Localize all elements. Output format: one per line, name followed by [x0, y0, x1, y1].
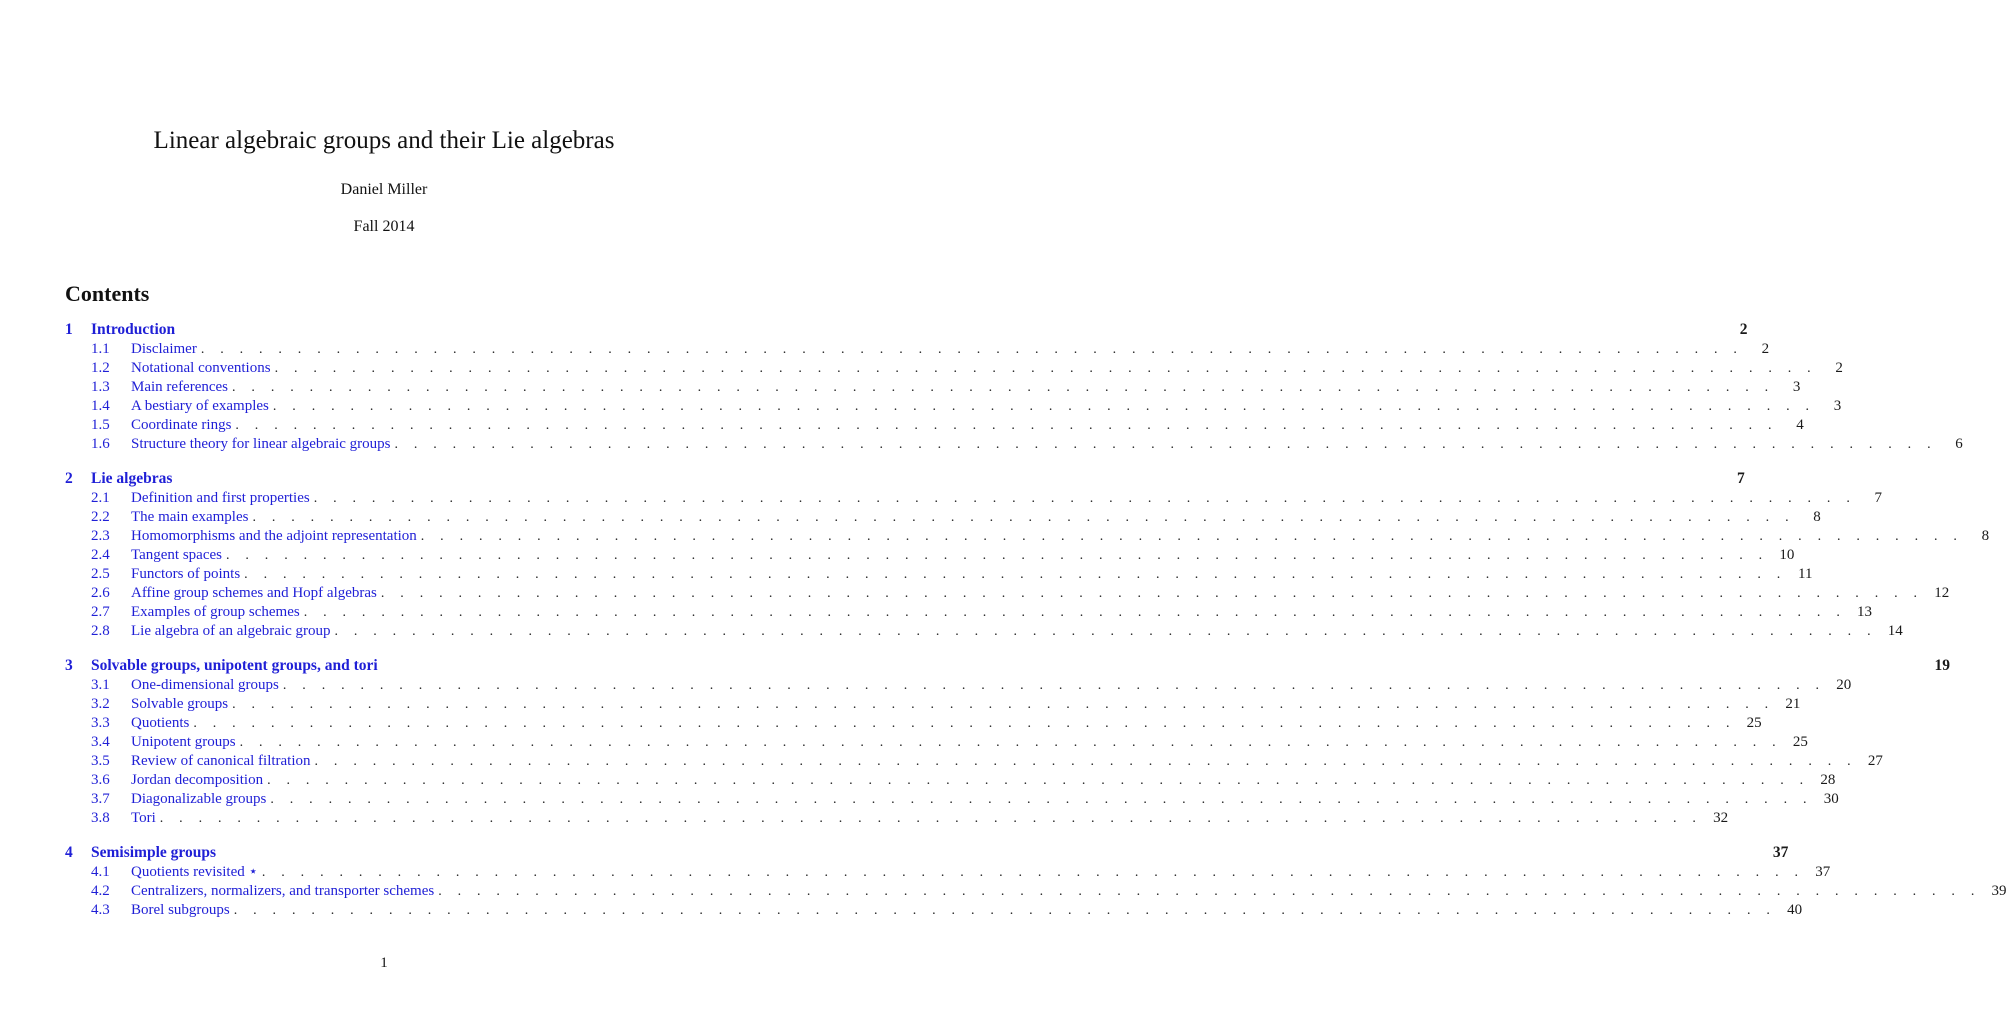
dot-leader: . . . . . . . . . . . . . . . . . . . . . . . . . . . . . . . . . . . . . . . . . . . . . . . . . . . . . . . . . . . . . . . . . . . . . . . . . . . . . . . . — [282, 678, 1826, 693]
dot-leader: . . . . . . . . . . . . . . . . . . . . . . . . . . . . . . . . . . . . . . . . . . . . . . . . . . . . . . . . . . . . . . . . . . . . . . . . . . . . . . . . — [200, 342, 1744, 357]
toc-section-link[interactable] — [65, 469, 1745, 489]
toc-number: 2.5 — [91, 566, 110, 582]
dot-leader: . . . . . . . . . . . . . . . . . . . . . . . . . . . . . . . . . . . . . . . . . . . . . . . . . . . . . . . . . . . . . . . . . . . . . . . . . . . . . . . . — [235, 418, 1778, 433]
toc-subsection-link[interactable] — [65, 622, 1903, 641]
toc-number: 4.3 — [91, 902, 110, 918]
toc-subsection-link[interactable] — [65, 752, 1883, 771]
toc-subsection-link[interactable] — [65, 584, 1950, 603]
toc-section — [65, 320, 1963, 454]
toc-title: Tori — [131, 810, 156, 826]
toc-page-number: 8 — [1813, 509, 1821, 525]
toc-subsection-link[interactable] — [65, 435, 1963, 454]
dot-leader: . . . . . . . . . . . . . . . . . . . . . . . . . . . . . . . . . . . . . . . . . . . . . . . . . . . . . . . . . . . . . . . . . . . . . . . . . . . . . . . . — [193, 716, 1736, 731]
dot-leader: . . . . . . . . . . . . . . . . . . . . . . . . . . . . . . . . . . . . . . . . . . . . . . . . . . . . . . . . . . . . . . . . . . . . . . . . . . . . . . . . — [239, 735, 1782, 750]
toc-subsection-link[interactable] — [65, 714, 1762, 733]
toc-page-number: 40 — [1787, 902, 1803, 918]
toc-number: 1.6 — [91, 436, 110, 452]
toc-subsection-link[interactable] — [65, 546, 1795, 565]
toc-page-number: 2 — [1761, 341, 1770, 357]
toc-subsection-link[interactable] — [65, 771, 1836, 790]
toc-page-number: 30 — [1823, 791, 1839, 807]
toc-title: Notational conventions — [131, 360, 271, 376]
toc-page-number: 19 — [1934, 657, 1950, 674]
toc-number: 2.3 — [91, 528, 110, 544]
toc-page-number: 21 — [1785, 696, 1801, 712]
toc-page-number: 3 — [1833, 398, 1842, 414]
document-date: Fall 2014 — [353, 218, 415, 235]
toc-title: Lie algebra of an algebraic group — [131, 623, 331, 639]
toc-page-number: 11 — [1798, 566, 1813, 582]
toc-subsection-link[interactable] — [65, 695, 1801, 714]
toc-title: Unipotent groups — [131, 734, 236, 750]
toc-subsection-link[interactable] — [65, 489, 1883, 508]
dot-leader: . . . . . . . . . . . . . . . . . . . . . . . . . . . . . . . . . . . . . . . . . . . . . . . . . . . . . . . . . . . . . . . . . . . . . . . . . . . . . . . . — [380, 586, 1924, 601]
toc-subsection-link[interactable] — [65, 809, 1729, 828]
toc-subsection-link[interactable] — [65, 340, 1770, 359]
toc-title: Introduction — [91, 321, 176, 338]
toc-subsection-link[interactable] — [65, 378, 1801, 397]
toc-page-number: 2 — [1835, 360, 1843, 376]
toc-number: 3.6 — [91, 772, 110, 788]
toc-title: Centralizers, normalizers, and transporter schemes — [131, 883, 435, 899]
toc-subsection-link[interactable] — [65, 397, 1842, 416]
toc-number: 1.5 — [91, 417, 110, 433]
dot-leader: . . . . . . . . . . . . . . . . . . . . . . . . . . . . . . . . . . . . . . . . . . . . . . . . . . . . . . . . . . . . . . . . . . . . . . . . . . . . . . . . — [226, 548, 1769, 563]
toc-subsection-link[interactable] — [65, 901, 1803, 920]
toc-number: 3.7 — [91, 791, 110, 807]
toc-subsection-link[interactable] — [65, 565, 1813, 584]
toc-number: 3 — [65, 657, 73, 674]
toc-number: 2.1 — [91, 490, 110, 506]
toc-number: 3.4 — [91, 734, 110, 750]
toc-number: 1.4 — [91, 398, 110, 414]
dot-leader: . . . . . . . . . . . . . . . . . . . . . . . . . . . . . . . . . . . . . . . . . . . . . . . . . . . . . . . . . . . . . . . . . . . . . . . . . . . . . . . . — [267, 773, 1810, 788]
toc-subsection-link[interactable] — [65, 676, 1852, 695]
contents-heading: Contents — [65, 281, 150, 306]
toc-section — [65, 843, 2007, 920]
toc-title: Diagonalizable groups — [131, 791, 267, 807]
toc-subsection-link[interactable] — [65, 527, 1990, 546]
toc-title: Functors of points — [131, 566, 241, 582]
toc-title: Coordinate rings — [131, 417, 232, 433]
toc-number: 2.8 — [91, 623, 110, 639]
toc-page-number: 4 — [1796, 417, 1804, 433]
toc-title: Disclaimer — [131, 341, 197, 357]
toc-page-number: 37 — [1772, 844, 1789, 861]
toc-title: A bestiary of examples — [131, 398, 269, 414]
toc-title: Lie algebras — [91, 470, 173, 487]
toc-subsection-link[interactable] — [65, 863, 1831, 882]
toc-number: 3.3 — [91, 715, 110, 731]
toc-title: Homomorphisms and the adjoint representation — [131, 528, 417, 544]
dot-leader: . . . . . . . . . . . . . . . . . . . . . . . . . . . . . . . . . . . . . . . . . . . . . . . . . . . . . . . . . . . . . . . . . . . . . . . . . . . . . . . . — [159, 811, 1703, 826]
dot-leader: . . . . . . . . . . . . . . . . . . . . . . . . . . . . . . . . . . . . . . . . . . . . . . . . . . . . . . . . . . . . . . . . . . . . . . . . . . . . . . . . — [334, 624, 1877, 639]
toc-title: Solvable groups, unipotent groups, and tori — [91, 657, 378, 674]
toc-title: Semisimple groups — [91, 844, 217, 861]
toc-section — [65, 469, 1990, 641]
toc-subsection-link[interactable] — [65, 882, 2007, 901]
document-title: Linear algebraic groups and their Lie algebras — [153, 127, 615, 154]
toc-title: Quotients revisited ⋆ — [131, 864, 258, 880]
dot-leader: . . . . . . . . . . . . . . . . . . . . . . . . . . . . . . . . . . . . . . . . . . . . . . . . . . . . . . . . . . . . . . . . . . . . . . . . . . . . . . . . — [233, 903, 1777, 918]
toc-number: 2.4 — [91, 547, 110, 563]
toc-title: The main examples — [131, 509, 249, 525]
toc-number: 2.7 — [91, 604, 110, 620]
toc-title: Solvable groups — [131, 696, 229, 712]
toc-subsection-link[interactable] — [65, 790, 1839, 809]
toc-subsection-link[interactable] — [65, 416, 1804, 435]
toc-page-number: 2 — [1739, 321, 1748, 338]
dot-leader: . . . . . . . . . . . . . . . . . . . . . . . . . . . . . . . . . . . . . . . . . . . . . . . . . . . . . . . . . . . . . . . . . . . . . . . . . . . . . . . . — [261, 865, 1805, 880]
toc-number: 4.1 — [91, 864, 110, 880]
document-author: Daniel Miller — [340, 181, 428, 198]
toc-number: 3.2 — [91, 696, 110, 712]
toc-page-number: 3 — [1792, 379, 1801, 395]
toc-number: 4.2 — [91, 883, 110, 899]
toc-number: 3.5 — [91, 753, 110, 769]
toc-page-number: 27 — [1867, 753, 1883, 769]
toc-number: 1.1 — [91, 341, 110, 357]
dot-leader: . . . . . . . . . . . . . . . . . . . . . . . . . . . . . . . . . . . . . . . . . . . . . . . . . . . . . . . . . . . . . . . . . . . . . . . . . . . . . . . . — [314, 754, 1857, 769]
dot-leader: . . . . . . . . . . . . . . . . . . . . . . . . . . . . . . . . . . . . . . . . . . . . . . . . . . . . . . . . . . . . . . . . . . . . . . . . . . . . . . . . — [438, 884, 1981, 899]
toc-title: One-dimensional groups — [131, 677, 279, 693]
dot-leader: . . . . . . . . . . . . . . . . . . . . . . . . . . . . . . . . . . . . . . . . . . . . . . . . . . . . . . . . . . . . . . . . . . . . . . . . . . . . . . . . — [244, 567, 1787, 582]
toc-title: Quotients — [131, 715, 190, 731]
toc-page-number: 7 — [1874, 490, 1883, 506]
dot-leader: . . . . . . . . . . . . . . . . . . . . . . . . . . . . . . . . . . . . . . . . . . . . . . . . . . . . . . . . . . . . . . . . . . . . . . . . . . . . . . . . — [252, 510, 1795, 525]
toc-title: Jordan decomposition — [131, 772, 264, 788]
toc-page-number: 25 — [1792, 734, 1808, 750]
table-of-contents — [65, 320, 2007, 935]
dot-leader: . . . . . . . . . . . . . . . . . . . . . . . . . . . . . . . . . . . . . . . . . . . . . . . . . . . . . . . . . . . . . . . . . . . . . . . . . . . . . . . . — [420, 529, 1964, 544]
toc-page-number: 6 — [1955, 436, 1963, 452]
toc-number: 2 — [65, 470, 73, 487]
toc-title: Affine group schemes and Hopf algebras — [131, 585, 377, 601]
toc-section-link[interactable] — [65, 843, 1789, 863]
toc-number: 3.1 — [91, 677, 110, 693]
toc-page-number: 37 — [1815, 864, 1831, 880]
toc-subsection-link[interactable] — [65, 508, 1821, 527]
toc-section-link[interactable] — [65, 656, 1950, 676]
toc-title: Main references — [131, 379, 229, 395]
dot-leader: . . . . . . . . . . . . . . . . . . . . . . . . . . . . . . . . . . . . . . . . . . . . . . . . . . . . . . . . . . . . . . . . . . . . . . . . . . . . . . . . — [270, 792, 1813, 807]
toc-title: Borel subgroups — [131, 902, 230, 918]
toc-page-number: 12 — [1934, 585, 1950, 601]
toc-page-number: 14 — [1887, 623, 1903, 639]
page-number: 1 — [380, 955, 388, 971]
toc-page-number: 28 — [1820, 772, 1836, 788]
toc-number: 1 — [65, 321, 73, 338]
dot-leader: . . . . . . . . . . . . . . . . . . . . . . . . . . . . . . . . . . . . . . . . . . . . . . . . . . . . . . . . . . . . . . . . . . . . . . . . . . . . . . . . — [313, 491, 1857, 506]
toc-number: 3.8 — [91, 810, 110, 826]
toc-section-link[interactable] — [65, 320, 1748, 340]
toc-page-number: 39 — [1991, 883, 2007, 899]
dot-leader: . . . . . . . . . . . . . . . . . . . . . . . . . . . . . . . . . . . . . . . . . . . . . . . . . . . . . . . . . . . . . . . . . . . . . . . . . . . . . . . . — [272, 399, 1816, 414]
toc-subsection-link[interactable] — [65, 733, 1808, 752]
toc-title: Structure theory for linear algebraic groups — [131, 436, 391, 452]
dot-leader: . . . . . . . . . . . . . . . . . . . . . . . . . . . . . . . . . . . . . . . . . . . . . . . . . . . . . . . . . . . . . . . . . . . . . . . . . . . . . . . . — [232, 380, 1775, 395]
toc-page-number: 13 — [1857, 604, 1873, 620]
toc-number: 1.3 — [91, 379, 110, 395]
dot-leader: . . . . . . . . . . . . . . . . . . . . . . . . . . . . . . . . . . . . . . . . . . . . . . . . . . . . . . . . . . . . . . . . . . . . . . . . . . . . . . . . — [394, 437, 1937, 452]
toc-number: 2.2 — [91, 509, 110, 525]
toc-title: Tangent spaces — [131, 547, 222, 563]
dot-leader: . . . . . . . . . . . . . . . . . . . . . . . . . . . . . . . . . . . . . . . . . . . . . . . . . . . . . . . . . . . . . . . . . . . . . . . . . . . . . . . . — [274, 361, 1817, 376]
toc-subsection-link[interactable] — [65, 359, 1843, 378]
toc-page-number: 25 — [1746, 715, 1762, 731]
toc-section — [65, 656, 1950, 828]
toc-title: Definition and first properties — [131, 490, 310, 506]
dot-leader: . . . . . . . . . . . . . . . . . . . . . . . . . . . . . . . . . . . . . . . . . . . . . . . . . . . . . . . . . . . . . . . . . . . . . . . . . . . . . . . . — [303, 605, 1847, 620]
toc-number: 1.2 — [91, 360, 110, 376]
toc-subsection-link[interactable] — [65, 603, 1873, 622]
toc-page-number: 20 — [1836, 677, 1852, 693]
dot-leader: . . . . . . . . . . . . . . . . . . . . . . . . . . . . . . . . . . . . . . . . . . . . . . . . . . . . . . . . . . . . . . . . . . . . . . . . . . . . . . . . — [232, 697, 1775, 712]
toc-page-number: 10 — [1779, 547, 1795, 563]
toc-number: 2.6 — [91, 585, 110, 601]
toc-number: 4 — [65, 844, 73, 861]
toc-title: Review of canonical filtration — [131, 753, 311, 769]
toc-page-number: 32 — [1713, 810, 1729, 826]
toc-title: Examples of group schemes — [131, 604, 300, 620]
toc-page-number: 7 — [1736, 470, 1745, 487]
toc-page-number: 8 — [1981, 528, 1990, 544]
